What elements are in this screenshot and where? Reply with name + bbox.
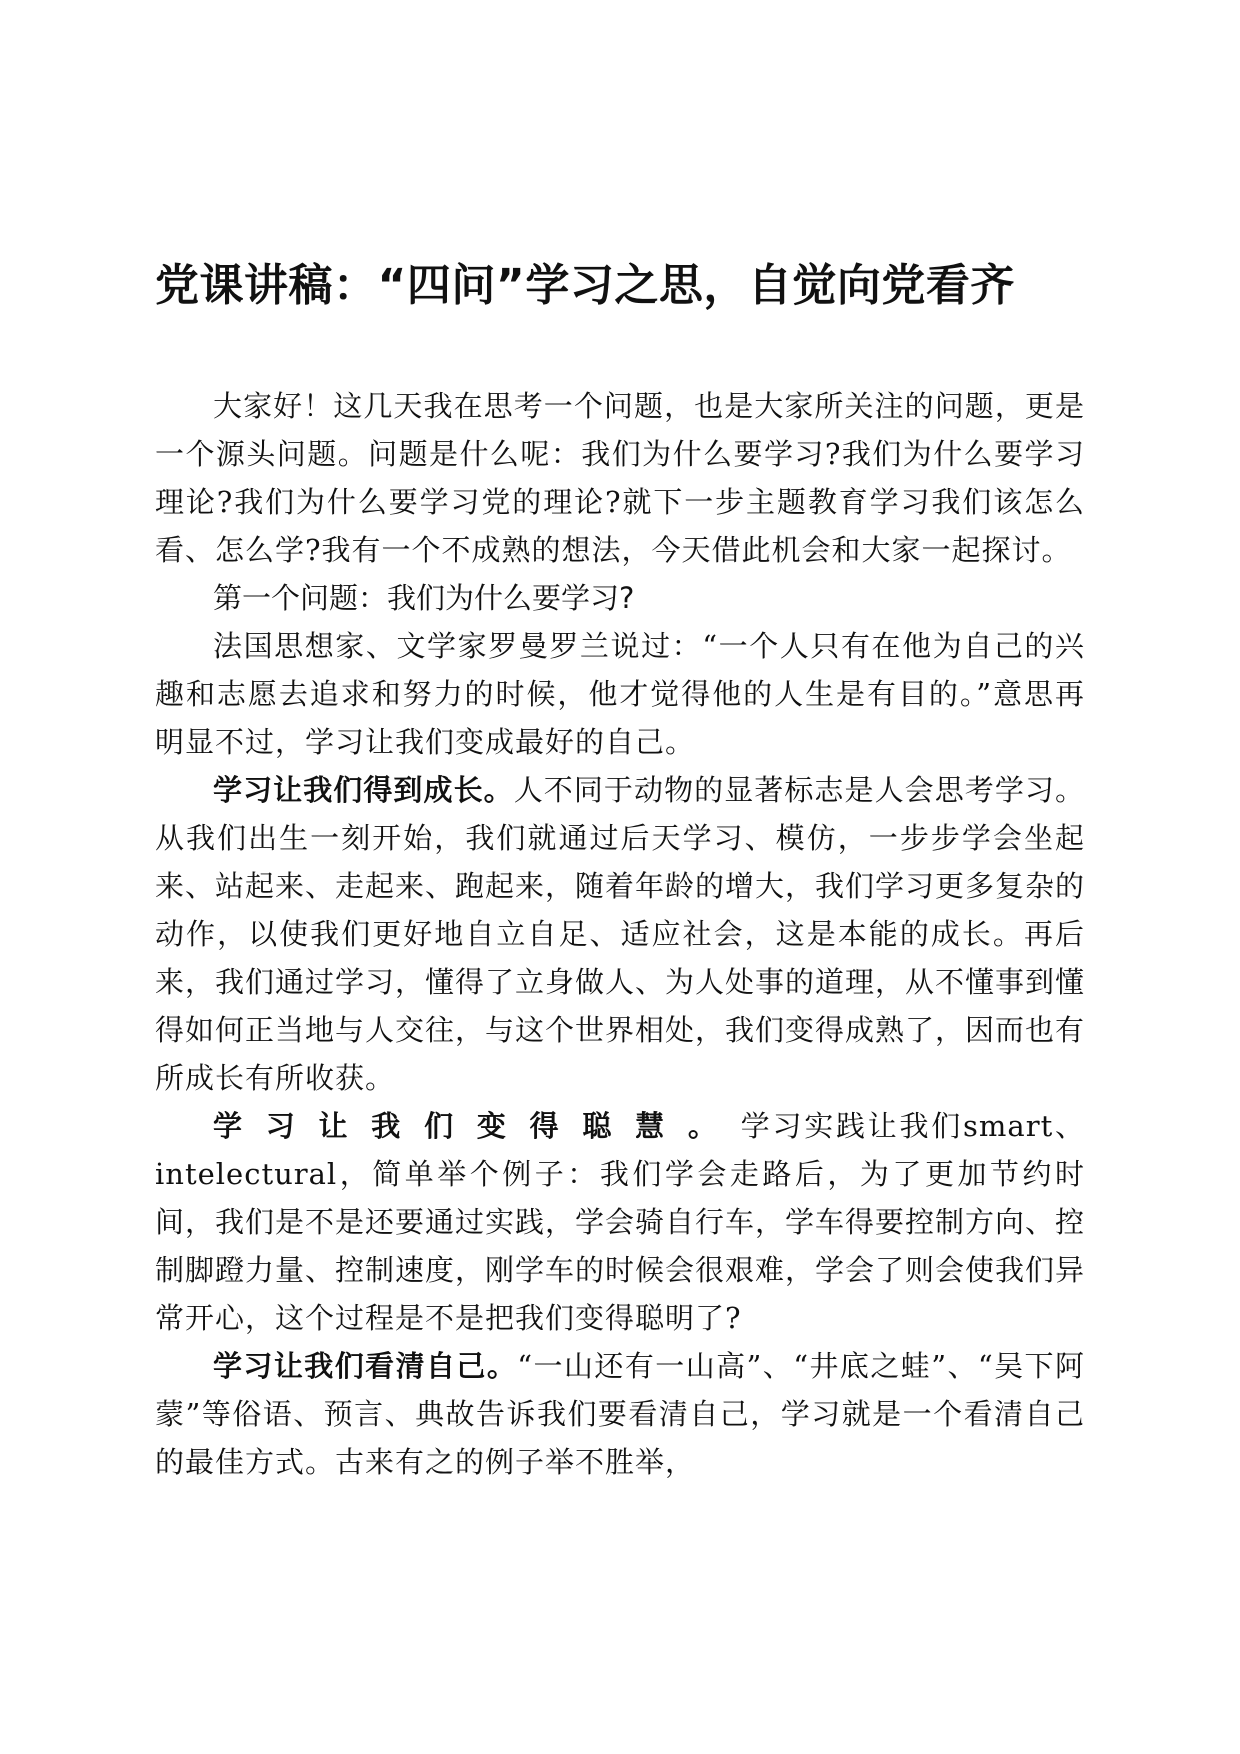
- paragraph-intro: 大家好！这几天我在思考一个问题，也是大家所关注的问题，更是一个源头问题。问题是什么呢：我们为什么要学习?我们为什么要学习理论?我们为什么要学习党的理论?就下一步主题教育学习我们该怎么看、怎么学?我有一个不成熟的想法，今天借此机会和大家一起探讨。: [155, 389, 1085, 567]
- paragraph-lead: 学习让我们得到成长。: [213, 773, 514, 807]
- paragraph-text: “一山还有一山高”、“井底之蛙”、“吴下阿蒙”等俗语、预言、典故告诉我们要看清自己，学习就是一个看清自己的最佳方式。古来有之的例子举不胜举，: [155, 1349, 1085, 1479]
- paragraph-wisdom: [155, 1102, 1085, 1342]
- paragraph-text: 人不同于动物的显著标志是人会思考学习。从我们出生一刻开始，我们就通过后天学习、模仿，一步步学会坐起来、站起来、走起来、跑起来，随着年龄的增大，我们学习更多复杂的动作，以使我们更好地自立自足、适应社会，这是本能的成长。再后来，我们通过学习，懂得了立身做人、为人处事的道理，从不懂事到懂得如何正当地与人交往，与这个世界相处，我们变得成熟了，因而也有所成长有所收获。: [155, 773, 1086, 1095]
- paragraph-text: 学习实践让我们smart、intelectural，简单举个例子：我们学会走路后，为了更加节约时间，我们是不是还要通过实践，学会骑自行车，学车得要控制方向、控制脚蹬力量、控制速度，刚学车的时候会很艰难，学会了则会使我们异常开心，这个过程是不是把我们变得聪明了?: [155, 1109, 1086, 1335]
- document-title: 党课讲稿：“四问”学习之思，自觉向党看齐: [155, 260, 1015, 311]
- paragraph-self-knowledge: [155, 1342, 1085, 1486]
- paragraph-growth: [155, 766, 1085, 1102]
- document-body: [155, 382, 1085, 1486]
- document-page: [155, 0, 1085, 1754]
- paragraph-quote: 法国思想家、文学家罗曼罗兰说过：“一个人只有在他为自己的兴趣和志愿去追求和努力的时候，他才觉得他的人生是有目的。”意思再明显不过，学习让我们变成最好的自己。: [155, 629, 1085, 759]
- paragraph-lead: 学习让我们变得聪慧。: [213, 1109, 741, 1143]
- paragraph-lead: 学习让我们看清自己。: [213, 1349, 518, 1383]
- section-heading-1: 第一个问题：我们为什么要学习?: [213, 581, 635, 615]
